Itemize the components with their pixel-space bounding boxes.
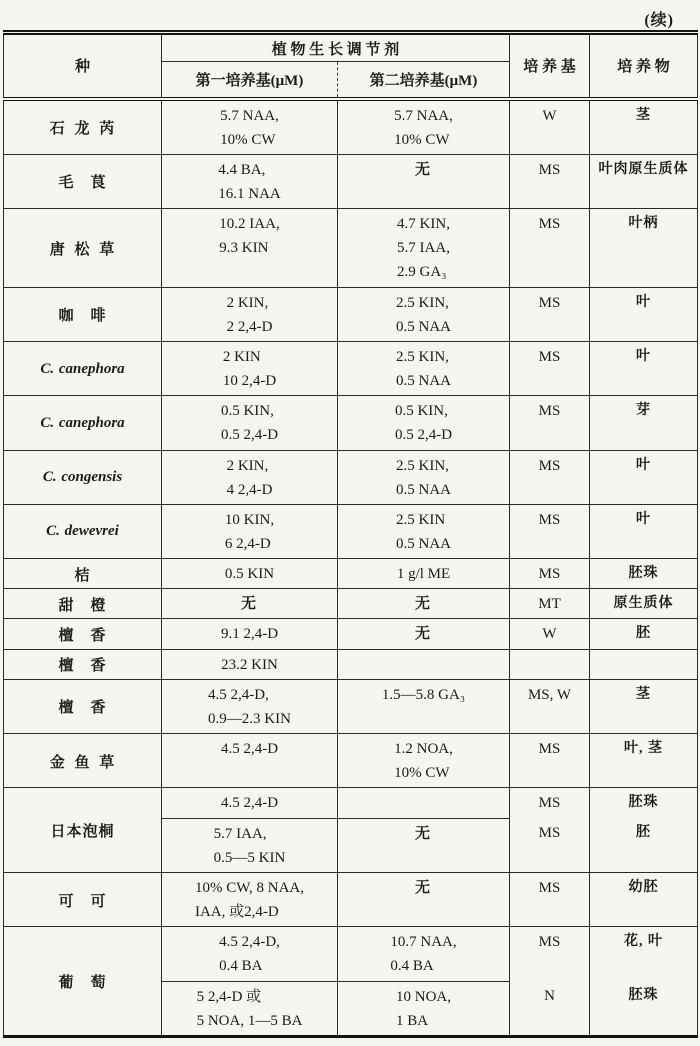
medium-cell: MS <box>510 396 590 450</box>
regulator-line: 16.1 NAA <box>218 185 281 202</box>
table-row <box>4 927 698 981</box>
regulator-line: 2 KIN <box>222 348 261 365</box>
table-row <box>4 209 698 287</box>
first-medium-cell <box>162 872 338 926</box>
culture-cell: 叶 <box>590 504 698 558</box>
species-cell: 金 鱼 草 <box>4 734 162 788</box>
first-medium-cell <box>162 99 338 155</box>
regulator-line: 2 KIN, <box>226 457 269 474</box>
medium-cell: MS <box>510 818 590 872</box>
regulator-line: 5.7 NAA, <box>220 107 279 124</box>
regulator-line: 0.5 NAA <box>396 318 451 335</box>
regulator-line: 10.2 IAA, <box>219 216 280 233</box>
regulator-line: 2.9 GA₃ <box>397 264 447 281</box>
first-medium-cell <box>162 504 338 558</box>
table-row <box>4 872 698 926</box>
second-medium-cell <box>338 559 510 589</box>
regulator-line: 0.5 NAA <box>396 481 451 498</box>
regulator-line: 0.4 BA <box>390 958 434 975</box>
medium-cell: MS <box>510 872 590 926</box>
medium-cell: W <box>510 99 590 155</box>
culture-cell: 胚珠 <box>590 788 698 818</box>
regulator-line: 10 KIN, <box>224 511 275 528</box>
regulator-line: 1 BA <box>396 1012 429 1029</box>
culture-cell: 叶 <box>590 341 698 395</box>
culture-cell: 胚珠 <box>590 559 698 589</box>
regulator-line: 2 KIN, <box>226 294 269 311</box>
species-cell: 日本泡桐 <box>4 788 162 872</box>
medium-cell: MS <box>510 209 590 287</box>
medium-cell: MS <box>510 341 590 395</box>
species-cell: 檀 香 <box>4 679 162 733</box>
culture-cell: 原生质体 <box>590 589 698 619</box>
culture-cell: 胚 <box>590 818 698 872</box>
regulator-line: 0.5 2,4-D <box>394 427 453 444</box>
culture-cell: 茎 <box>590 679 698 733</box>
regulator-line: 5.7 NAA, <box>394 107 453 124</box>
first-medium-cell <box>162 818 338 872</box>
regulator-line: 4 2,4-D <box>226 481 273 498</box>
col-header-species: 种 <box>4 33 162 99</box>
table-row <box>4 559 698 589</box>
regulator-line: 无 <box>415 161 433 178</box>
regulator-line: 10.7 NAA, <box>390 934 457 951</box>
table-row <box>4 679 698 733</box>
regulator-line: 无 <box>415 879 433 896</box>
regulator-line: 10% CW <box>394 765 450 782</box>
medium-cell: MS <box>510 450 590 504</box>
medium-cell: W <box>510 619 590 649</box>
regulator-line: 4.4 BA, <box>218 161 266 178</box>
regulator-line: 无 <box>415 825 433 842</box>
table-row <box>4 341 698 395</box>
culture-cell: 芽 <box>590 396 698 450</box>
table-row <box>4 589 698 619</box>
culture-cell <box>590 649 698 679</box>
first-medium-cell <box>162 341 338 395</box>
second-medium-cell <box>338 341 510 395</box>
first-medium-cell <box>162 649 338 679</box>
regulator-line: 2.5 KIN, <box>396 294 449 311</box>
regulator-line: 4.5 2,4-D <box>220 741 279 758</box>
medium-cell: MS <box>510 287 590 341</box>
continued-label: (续) <box>644 12 674 29</box>
regulator-line: 5.7 IAA, <box>213 825 267 842</box>
medium-cell: MS <box>510 504 590 558</box>
species-cell: 桔 <box>4 559 162 589</box>
species-cell: 咖 啡 <box>4 287 162 341</box>
table-row <box>4 396 698 450</box>
first-medium-cell <box>162 589 338 619</box>
regulator-line: 6 2,4-D <box>224 535 271 552</box>
regulator-line: 无 <box>415 596 433 613</box>
first-medium-cell <box>162 450 338 504</box>
regulator-line: 5 2,4-D 或 <box>196 988 262 1005</box>
table-row <box>4 504 698 558</box>
table-row <box>4 619 698 649</box>
table-row <box>4 788 698 818</box>
regulator-line: 0.9—2.3 KIN <box>208 710 291 727</box>
culture-cell: 茎 <box>590 99 698 155</box>
species-cell: C. canephora <box>4 341 162 395</box>
plant-regulator-table <box>3 30 698 1038</box>
second-medium-cell <box>338 450 510 504</box>
regulator-line: 0.5—5 KIN <box>213 849 286 866</box>
second-medium-cell <box>338 619 510 649</box>
second-medium-cell <box>338 209 510 287</box>
culture-cell: 叶肉原生质体 <box>590 154 698 208</box>
regulator-line: 5 NOA, 1—5 BA <box>196 1012 303 1029</box>
regulator-line: 无 <box>240 596 258 613</box>
culture-cell: 胚珠 <box>590 981 698 1036</box>
medium-cell: MS <box>510 927 590 981</box>
second-medium-cell <box>338 679 510 733</box>
table-body <box>4 99 698 1037</box>
regulator-line: 1.5—5.8 GA₃ <box>381 686 466 703</box>
table-row <box>4 734 698 788</box>
culture-cell: 叶柄 <box>590 209 698 287</box>
regulator-line: 9.3 KIN <box>219 240 269 257</box>
table-header <box>4 33 698 99</box>
header-row-1 <box>4 33 698 62</box>
first-medium-cell <box>162 154 338 208</box>
second-medium-cell <box>338 396 510 450</box>
table-row <box>4 287 698 341</box>
regulator-line: 10 NOA, <box>396 988 451 1005</box>
regulator-line: 4.5 2,4-D, <box>208 686 269 703</box>
first-medium-cell <box>162 287 338 341</box>
second-medium-cell <box>338 589 510 619</box>
culture-cell: 叶, 茎 <box>590 734 698 788</box>
table-row <box>4 99 698 155</box>
col-header-medium: 培 养 基 <box>510 33 590 99</box>
regulator-line: 1.2 NOA, <box>394 741 453 758</box>
regulator-line: 2.5 KIN, <box>396 348 449 365</box>
regulator-line: 2 2,4-D <box>226 318 273 335</box>
regulator-line: 1 g/l ME <box>396 566 451 583</box>
first-medium-cell <box>162 679 338 733</box>
species-cell: 葡 萄 <box>4 927 162 1037</box>
first-medium-cell <box>162 734 338 788</box>
col-header-medium1: 第一培养基(μM) <box>162 62 338 99</box>
species-cell: C. dewevrei <box>4 504 162 558</box>
second-medium-cell <box>338 734 510 788</box>
regulator-line: 0.5 KIN <box>224 566 275 583</box>
second-medium-cell <box>338 154 510 208</box>
species-cell: 可 可 <box>4 872 162 926</box>
second-medium-cell <box>338 649 510 679</box>
first-medium-cell <box>162 788 338 818</box>
second-medium-cell <box>338 872 510 926</box>
col-header-culture: 培 养 物 <box>590 33 698 99</box>
second-medium-cell <box>338 504 510 558</box>
culture-cell: 幼胚 <box>590 872 698 926</box>
regulator-line: 10% CW <box>394 131 450 148</box>
regulator-line: 0.4 BA <box>219 958 263 975</box>
table-row <box>4 649 698 679</box>
regulator-line: 2.5 KIN, <box>396 457 449 474</box>
regulator-line: 4.7 KIN, <box>397 216 450 233</box>
species-cell: C. congensis <box>4 450 162 504</box>
first-medium-cell <box>162 209 338 287</box>
regulator-line: 10% CW, 8 NAA, <box>194 879 305 896</box>
second-medium-cell <box>338 287 510 341</box>
regulator-line: 无 <box>415 626 433 643</box>
regulator-line: IAA, 或2,4-D <box>194 903 279 920</box>
regulator-line: 0.5 NAA <box>396 535 451 552</box>
regulator-line: 0.5 2,4-D <box>220 427 279 444</box>
first-medium-cell <box>162 981 338 1036</box>
regulator-line: 0.5 NAA <box>396 372 451 389</box>
second-medium-cell <box>338 981 510 1036</box>
culture-cell: 胚 <box>590 619 698 649</box>
col-header-regulators-group: 植 物 生 长 调 节 剂 <box>162 33 510 62</box>
second-medium-cell <box>338 818 510 872</box>
species-cell: 檀 香 <box>4 649 162 679</box>
regulator-line: 9.1 2,4-D <box>220 626 279 643</box>
second-medium-cell <box>338 788 510 818</box>
medium-cell: MS, W <box>510 679 590 733</box>
regulator-line: 0.5 KIN, <box>220 403 274 420</box>
culture-cell: 叶 <box>590 287 698 341</box>
regulator-line: 2.5 KIN <box>396 511 446 528</box>
medium-cell: MS <box>510 734 590 788</box>
species-cell: 甜 橙 <box>4 589 162 619</box>
regulator-line: 4.5 2,4-D <box>220 795 279 812</box>
first-medium-cell <box>162 559 338 589</box>
col-header-medium2: 第二培养基(μM) <box>338 62 510 99</box>
table-row <box>4 154 698 208</box>
species-cell: 唐 松 草 <box>4 209 162 287</box>
species-cell: 檀 香 <box>4 619 162 649</box>
medium-cell <box>510 649 590 679</box>
medium-cell: MS <box>510 154 590 208</box>
culture-cell: 花, 叶 <box>590 927 698 981</box>
second-medium-cell <box>338 927 510 981</box>
regulator-line: 23.2 KIN <box>221 656 278 673</box>
regulator-line: 10 2,4-D <box>222 372 277 389</box>
first-medium-cell <box>162 396 338 450</box>
medium-cell: MS <box>510 559 590 589</box>
species-cell: 毛 茛 <box>4 154 162 208</box>
species-cell: 石 龙 芮 <box>4 99 162 155</box>
first-medium-cell <box>162 927 338 981</box>
culture-cell: 叶 <box>590 450 698 504</box>
regulator-line: 4.5 2,4-D, <box>219 934 280 951</box>
first-medium-cell <box>162 619 338 649</box>
table-row <box>4 450 698 504</box>
medium-cell: MT <box>510 589 590 619</box>
medium-cell: MS <box>510 788 590 818</box>
species-cell: C. canephora <box>4 396 162 450</box>
regulator-line: 5.7 IAA, <box>397 240 450 257</box>
regulator-line: 0.5 KIN, <box>394 403 448 420</box>
regulator-line: 10% CW <box>220 131 276 148</box>
medium-cell: N <box>510 981 590 1036</box>
second-medium-cell <box>338 99 510 155</box>
